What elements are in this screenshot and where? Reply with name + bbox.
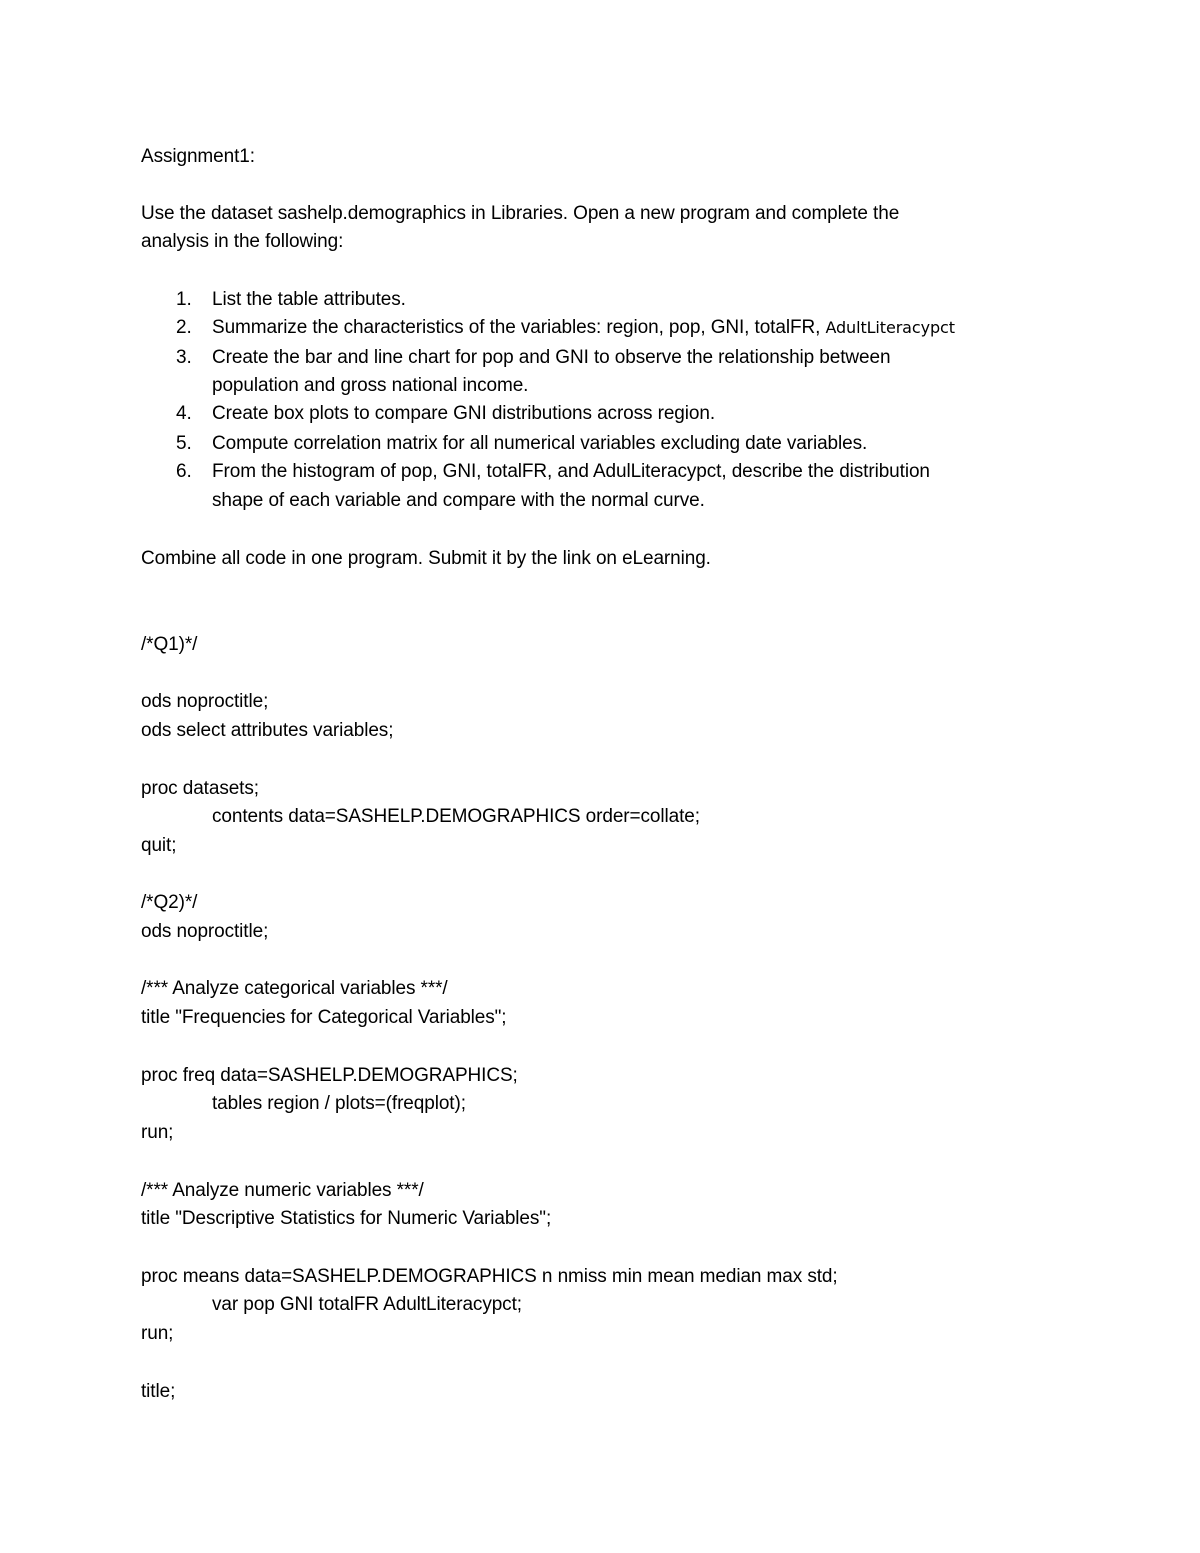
code-line: ods noproctitle;: [141, 921, 269, 942]
assignment-heading: Assignment1:: [141, 146, 255, 167]
code-line: title "Frequencies for Categorical Variables";: [141, 1007, 507, 1028]
code-line-indented: tables region / plots=(freqplot);: [212, 1093, 466, 1114]
code-line: proc freq data=SASHELP.DEMOGRAPHICS;: [141, 1065, 518, 1086]
task-text: Create the bar and line chart for pop and GNI to observe the relationship between: [212, 347, 891, 368]
task-number: 5.: [176, 433, 192, 454]
task-text: [212, 314, 955, 342]
task-number: 4.: [176, 403, 192, 424]
task-number: 1.: [176, 289, 192, 310]
task-number: 3.: [176, 347, 192, 368]
code-line: title "Descriptive Statistics for Numeric Variables";: [141, 1208, 552, 1229]
code-comment: /*** Analyze numeric variables ***/: [141, 1180, 424, 1201]
task-text: From the histogram of pop, GNI, totalFR, and AdulLiteracypct, describe the distribution: [212, 461, 930, 482]
intro-text-line-1: Use the dataset sashelp.demographics in Libraries. Open a new program and complete the: [141, 203, 900, 224]
code-line: title;: [141, 1381, 176, 1402]
task-text-variable: AdultLiteracypct: [825, 318, 955, 337]
code-line-indented: contents data=SASHELP.DEMOGRAPHICS order=collate;: [212, 806, 700, 827]
code-line: proc datasets;: [141, 778, 259, 799]
task-text: Compute correlation matrix for all numerical variables excluding date variables.: [212, 433, 868, 454]
task-text-main: Summarize the characteristics of the variables: region, pop, GNI, totalFR,: [212, 317, 826, 338]
task-text-continued: shape of each variable and compare with the normal curve.: [212, 490, 705, 511]
task-number: 2.: [176, 317, 192, 338]
code-line-indented: var pop GNI totalFR AdultLiteracypct;: [212, 1294, 522, 1315]
closing-instruction: Combine all code in one program. Submit it by the link on eLearning.: [141, 548, 711, 569]
code-comment: /*Q2)*/: [141, 892, 198, 913]
code-line: ods noproctitle;: [141, 691, 269, 712]
task-text: List the table attributes.: [212, 289, 406, 310]
code-comment: /*** Analyze categorical variables ***/: [141, 978, 448, 999]
code-line: proc means data=SASHELP.DEMOGRAPHICS n nmiss min mean median max std;: [141, 1266, 838, 1287]
code-comment: /*Q1)*/: [141, 634, 198, 655]
task-text-continued: population and gross national income.: [212, 375, 529, 396]
task-number: 6.: [176, 461, 192, 482]
code-line: quit;: [141, 835, 177, 856]
task-text: Create box plots to compare GNI distributions across region.: [212, 403, 716, 424]
intro-text-line-2: analysis in the following:: [141, 231, 344, 252]
code-line: ods select attributes variables;: [141, 720, 394, 741]
code-line: run;: [141, 1323, 174, 1344]
code-line: run;: [141, 1122, 174, 1143]
